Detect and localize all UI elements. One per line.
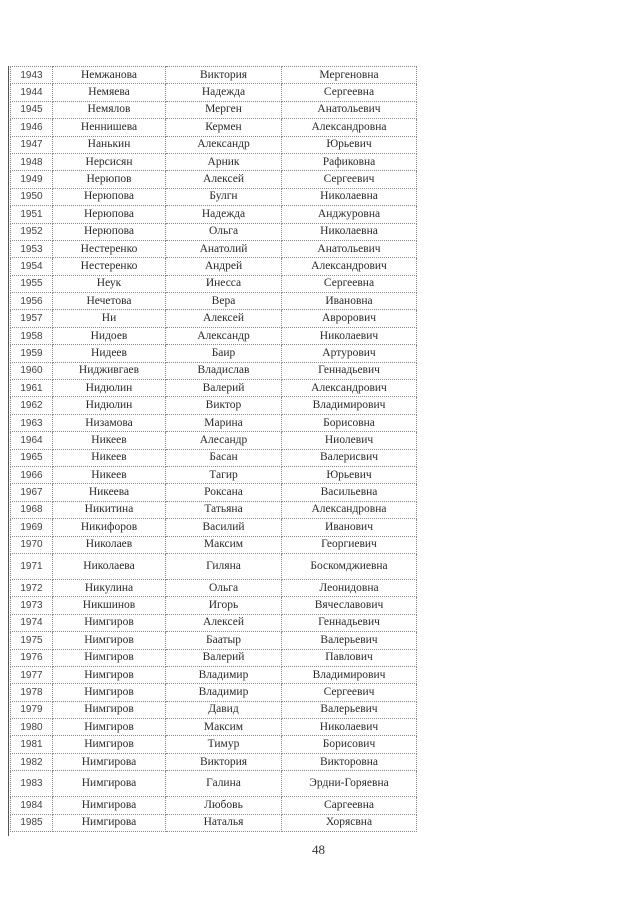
table-row	[11, 814, 417, 831]
first-name-cell: Максим	[166, 536, 282, 553]
row-number: 1949	[11, 171, 53, 188]
row-number: 1950	[11, 188, 53, 205]
table-row	[11, 614, 417, 631]
last-name-cell: Нимгиров	[53, 649, 166, 666]
patronymic-cell: Юрьевич	[282, 136, 417, 153]
row-number: 1946	[11, 119, 53, 136]
last-name-cell: Нечетова	[53, 293, 166, 310]
row-number: 1944	[11, 84, 53, 101]
last-name-cell: Нимгирова	[53, 814, 166, 831]
table-row	[11, 275, 417, 292]
first-name-cell: Алексей	[166, 310, 282, 327]
last-name-cell: Низамова	[53, 414, 166, 431]
last-name-cell: Нерюпова	[53, 206, 166, 223]
patronymic-cell: Николаевна	[282, 223, 417, 240]
roster-body	[11, 67, 417, 832]
last-name-cell: Нерюпова	[53, 188, 166, 205]
last-name-cell: Нерсисян	[53, 153, 166, 170]
first-name-cell: Надежда	[166, 84, 282, 101]
first-name-cell: Кермен	[166, 119, 282, 136]
last-name-cell: Нимгиров	[53, 632, 166, 649]
row-number: 1943	[11, 67, 53, 84]
table-row	[11, 414, 417, 431]
first-name-cell: Мерген	[166, 101, 282, 118]
table-row	[11, 519, 417, 536]
last-name-cell: Неннишева	[53, 119, 166, 136]
row-number: 1965	[11, 449, 53, 466]
last-name-cell: Никшинов	[53, 597, 166, 614]
table-row	[11, 293, 417, 310]
first-name-cell: Алесандр	[166, 432, 282, 449]
row-number: 1982	[11, 753, 53, 770]
table-row	[11, 536, 417, 553]
last-name-cell: Нерюпова	[53, 223, 166, 240]
last-name-cell: Нимгиров	[53, 701, 166, 718]
first-name-cell: Владимир	[166, 684, 282, 701]
table-row	[11, 362, 417, 379]
first-name-cell: Галина	[166, 771, 282, 797]
last-name-cell: Нанькин	[53, 136, 166, 153]
table-row	[11, 397, 417, 414]
patronymic-cell: Борисовна	[282, 414, 417, 431]
last-name-cell: Нимгиров	[53, 719, 166, 736]
table-row	[11, 466, 417, 483]
first-name-cell: Валерий	[166, 649, 282, 666]
name-roster-table	[10, 66, 417, 832]
table-row	[11, 153, 417, 170]
last-name-cell: Нидоев	[53, 327, 166, 344]
last-name-cell: Никеева	[53, 484, 166, 501]
first-name-cell: Александр	[166, 136, 282, 153]
table-row	[11, 719, 417, 736]
row-number: 1985	[11, 814, 53, 831]
patronymic-cell: Мергеновна	[282, 67, 417, 84]
table-row	[11, 327, 417, 344]
last-name-cell: Ни	[53, 310, 166, 327]
first-name-cell: Тагир	[166, 466, 282, 483]
patronymic-cell: Павлович	[282, 649, 417, 666]
row-number: 1955	[11, 275, 53, 292]
patronymic-cell: Анатольевич	[282, 240, 417, 257]
row-number: 1981	[11, 736, 53, 753]
row-number: 1978	[11, 684, 53, 701]
table-left-rule	[8, 66, 9, 836]
patronymic-cell: Эрдни-Горяевна	[282, 771, 417, 797]
table-row	[11, 119, 417, 136]
first-name-cell: Наталья	[166, 814, 282, 831]
first-name-cell: Виктор	[166, 397, 282, 414]
row-number: 1958	[11, 327, 53, 344]
first-name-cell: Владислав	[166, 362, 282, 379]
row-number: 1983	[11, 771, 53, 797]
patronymic-cell: Саргеевна	[282, 797, 417, 814]
first-name-cell: Ольга	[166, 579, 282, 596]
row-number: 1964	[11, 432, 53, 449]
patronymic-cell: Валерьевич	[282, 632, 417, 649]
patronymic-cell: Николаевич	[282, 327, 417, 344]
first-name-cell: Алексей	[166, 614, 282, 631]
row-number: 1968	[11, 501, 53, 518]
patronymic-cell: Аврорович	[282, 310, 417, 327]
first-name-cell: Василий	[166, 519, 282, 536]
table-row	[11, 188, 417, 205]
last-name-cell: Нидюлин	[53, 397, 166, 414]
row-number: 1966	[11, 466, 53, 483]
table-row	[11, 753, 417, 770]
table-row	[11, 632, 417, 649]
row-number: 1963	[11, 414, 53, 431]
row-number: 1970	[11, 536, 53, 553]
row-number: 1956	[11, 293, 53, 310]
row-number: 1973	[11, 597, 53, 614]
patronymic-cell: Ниолевич	[282, 432, 417, 449]
table-row	[11, 206, 417, 223]
row-number: 1960	[11, 362, 53, 379]
row-number: 1952	[11, 223, 53, 240]
first-name-cell: Роксана	[166, 484, 282, 501]
table-row	[11, 736, 417, 753]
row-number: 1953	[11, 240, 53, 257]
patronymic-cell: Хорясвна	[282, 814, 417, 831]
row-number: 1974	[11, 614, 53, 631]
last-name-cell: Николаев	[53, 536, 166, 553]
table-row	[11, 67, 417, 84]
table-row	[11, 771, 417, 797]
first-name-cell: Басан	[166, 449, 282, 466]
last-name-cell: Нидживгаев	[53, 362, 166, 379]
last-name-cell: Никифоров	[53, 519, 166, 536]
table-row	[11, 345, 417, 362]
row-number: 1947	[11, 136, 53, 153]
page-number: 48	[312, 842, 325, 857]
table-row	[11, 171, 417, 188]
table-row	[11, 310, 417, 327]
last-name-cell: Нимгиров	[53, 684, 166, 701]
last-name-cell: Нимгиров	[53, 666, 166, 683]
first-name-cell: Виктория	[166, 753, 282, 770]
patronymic-cell: Сергеевич	[282, 171, 417, 188]
row-number: 1969	[11, 519, 53, 536]
last-name-cell: Нестеренко	[53, 258, 166, 275]
patronymic-cell: Рафиковна	[282, 153, 417, 170]
last-name-cell: Николаева	[53, 553, 166, 579]
row-number: 1980	[11, 719, 53, 736]
patronymic-cell: Анджуровна	[282, 206, 417, 223]
first-name-cell: Давид	[166, 701, 282, 718]
last-name-cell: Нимгиров	[53, 736, 166, 753]
patronymic-cell: Борисович	[282, 736, 417, 753]
first-name-cell: Баир	[166, 345, 282, 362]
first-name-cell: Валерий	[166, 380, 282, 397]
row-number: 1979	[11, 701, 53, 718]
patronymic-cell: Боскомджиевна	[282, 553, 417, 579]
first-name-cell: Александр	[166, 327, 282, 344]
first-name-cell: Баатыр	[166, 632, 282, 649]
patronymic-cell: Валерьевич	[282, 701, 417, 718]
first-name-cell: Булгн	[166, 188, 282, 205]
table-row	[11, 101, 417, 118]
row-number: 1976	[11, 649, 53, 666]
last-name-cell: Нидеев	[53, 345, 166, 362]
patronymic-cell: Владимирович	[282, 666, 417, 683]
table-row	[11, 649, 417, 666]
row-number: 1961	[11, 380, 53, 397]
row-number: 1954	[11, 258, 53, 275]
patronymic-cell: Николаевич	[282, 719, 417, 736]
patronymic-cell: Сергеевич	[282, 684, 417, 701]
row-number: 1977	[11, 666, 53, 683]
last-name-cell: Немжанова	[53, 67, 166, 84]
table-row	[11, 449, 417, 466]
patronymic-cell: Иванович	[282, 519, 417, 536]
row-number: 1975	[11, 632, 53, 649]
patronymic-cell: Геннадьевич	[282, 614, 417, 631]
last-name-cell: Нидюлин	[53, 380, 166, 397]
patronymic-cell: Валерисвич	[282, 449, 417, 466]
table-row	[11, 136, 417, 153]
table-row	[11, 501, 417, 518]
last-name-cell: Нестеренко	[53, 240, 166, 257]
first-name-cell: Ольга	[166, 223, 282, 240]
first-name-cell: Надежда	[166, 206, 282, 223]
patronymic-cell: Александрович	[282, 258, 417, 275]
table-row	[11, 684, 417, 701]
first-name-cell: Виктория	[166, 67, 282, 84]
first-name-cell: Гиляна	[166, 553, 282, 579]
table-row	[11, 484, 417, 501]
patronymic-cell: Александровна	[282, 501, 417, 518]
patronymic-cell: Геннадьевич	[282, 362, 417, 379]
row-number: 1971	[11, 553, 53, 579]
first-name-cell: Анатолий	[166, 240, 282, 257]
first-name-cell: Арник	[166, 153, 282, 170]
last-name-cell: Нерюпов	[53, 171, 166, 188]
last-name-cell: Неук	[53, 275, 166, 292]
last-name-cell: Нимгиров	[53, 614, 166, 631]
table-row	[11, 553, 417, 579]
first-name-cell: Алексей	[166, 171, 282, 188]
first-name-cell: Вера	[166, 293, 282, 310]
patronymic-cell: Леонидовна	[282, 579, 417, 596]
patronymic-cell: Владимирович	[282, 397, 417, 414]
table-row	[11, 432, 417, 449]
first-name-cell: Максим	[166, 719, 282, 736]
first-name-cell: Марина	[166, 414, 282, 431]
last-name-cell: Нимгирова	[53, 771, 166, 797]
last-name-cell: Нимгирова	[53, 797, 166, 814]
patronymic-cell: Николаевна	[282, 188, 417, 205]
patronymic-cell: Артурович	[282, 345, 417, 362]
first-name-cell: Любовь	[166, 797, 282, 814]
patronymic-cell: Викторовна	[282, 753, 417, 770]
last-name-cell: Никеев	[53, 432, 166, 449]
row-number: 1967	[11, 484, 53, 501]
table-row	[11, 701, 417, 718]
patronymic-cell: Анатольевич	[282, 101, 417, 118]
table-row	[11, 797, 417, 814]
table-row	[11, 240, 417, 257]
last-name-cell: Никитина	[53, 501, 166, 518]
table-row	[11, 597, 417, 614]
first-name-cell: Владимир	[166, 666, 282, 683]
patronymic-cell: Сергеевна	[282, 275, 417, 292]
last-name-cell: Никулина	[53, 579, 166, 596]
table-row	[11, 223, 417, 240]
patronymic-cell: Ивановна	[282, 293, 417, 310]
last-name-cell: Никеев	[53, 466, 166, 483]
table-row	[11, 579, 417, 596]
first-name-cell: Инесса	[166, 275, 282, 292]
patronymic-cell: Александрович	[282, 380, 417, 397]
patronymic-cell: Сергеевна	[282, 84, 417, 101]
last-name-cell: Нимгирова	[53, 753, 166, 770]
patronymic-cell: Александровна	[282, 119, 417, 136]
last-name-cell: Немялов	[53, 101, 166, 118]
table-row	[11, 380, 417, 397]
row-number: 1945	[11, 101, 53, 118]
last-name-cell: Никеев	[53, 449, 166, 466]
row-number: 1984	[11, 797, 53, 814]
row-number: 1959	[11, 345, 53, 362]
patronymic-cell: Вячеславович	[282, 597, 417, 614]
patronymic-cell: Георгиевич	[282, 536, 417, 553]
row-number: 1962	[11, 397, 53, 414]
row-number: 1957	[11, 310, 53, 327]
first-name-cell: Тимур	[166, 736, 282, 753]
row-number: 1951	[11, 206, 53, 223]
first-name-cell: Андрей	[166, 258, 282, 275]
last-name-cell: Немяева	[53, 84, 166, 101]
first-name-cell: Игорь	[166, 597, 282, 614]
table-row	[11, 84, 417, 101]
patronymic-cell: Васильевна	[282, 484, 417, 501]
table-row	[11, 666, 417, 683]
first-name-cell: Татьяна	[166, 501, 282, 518]
roster-sheet	[10, 66, 416, 832]
row-number: 1972	[11, 579, 53, 596]
table-row	[11, 258, 417, 275]
patronymic-cell: Юрьевич	[282, 466, 417, 483]
row-number: 1948	[11, 153, 53, 170]
